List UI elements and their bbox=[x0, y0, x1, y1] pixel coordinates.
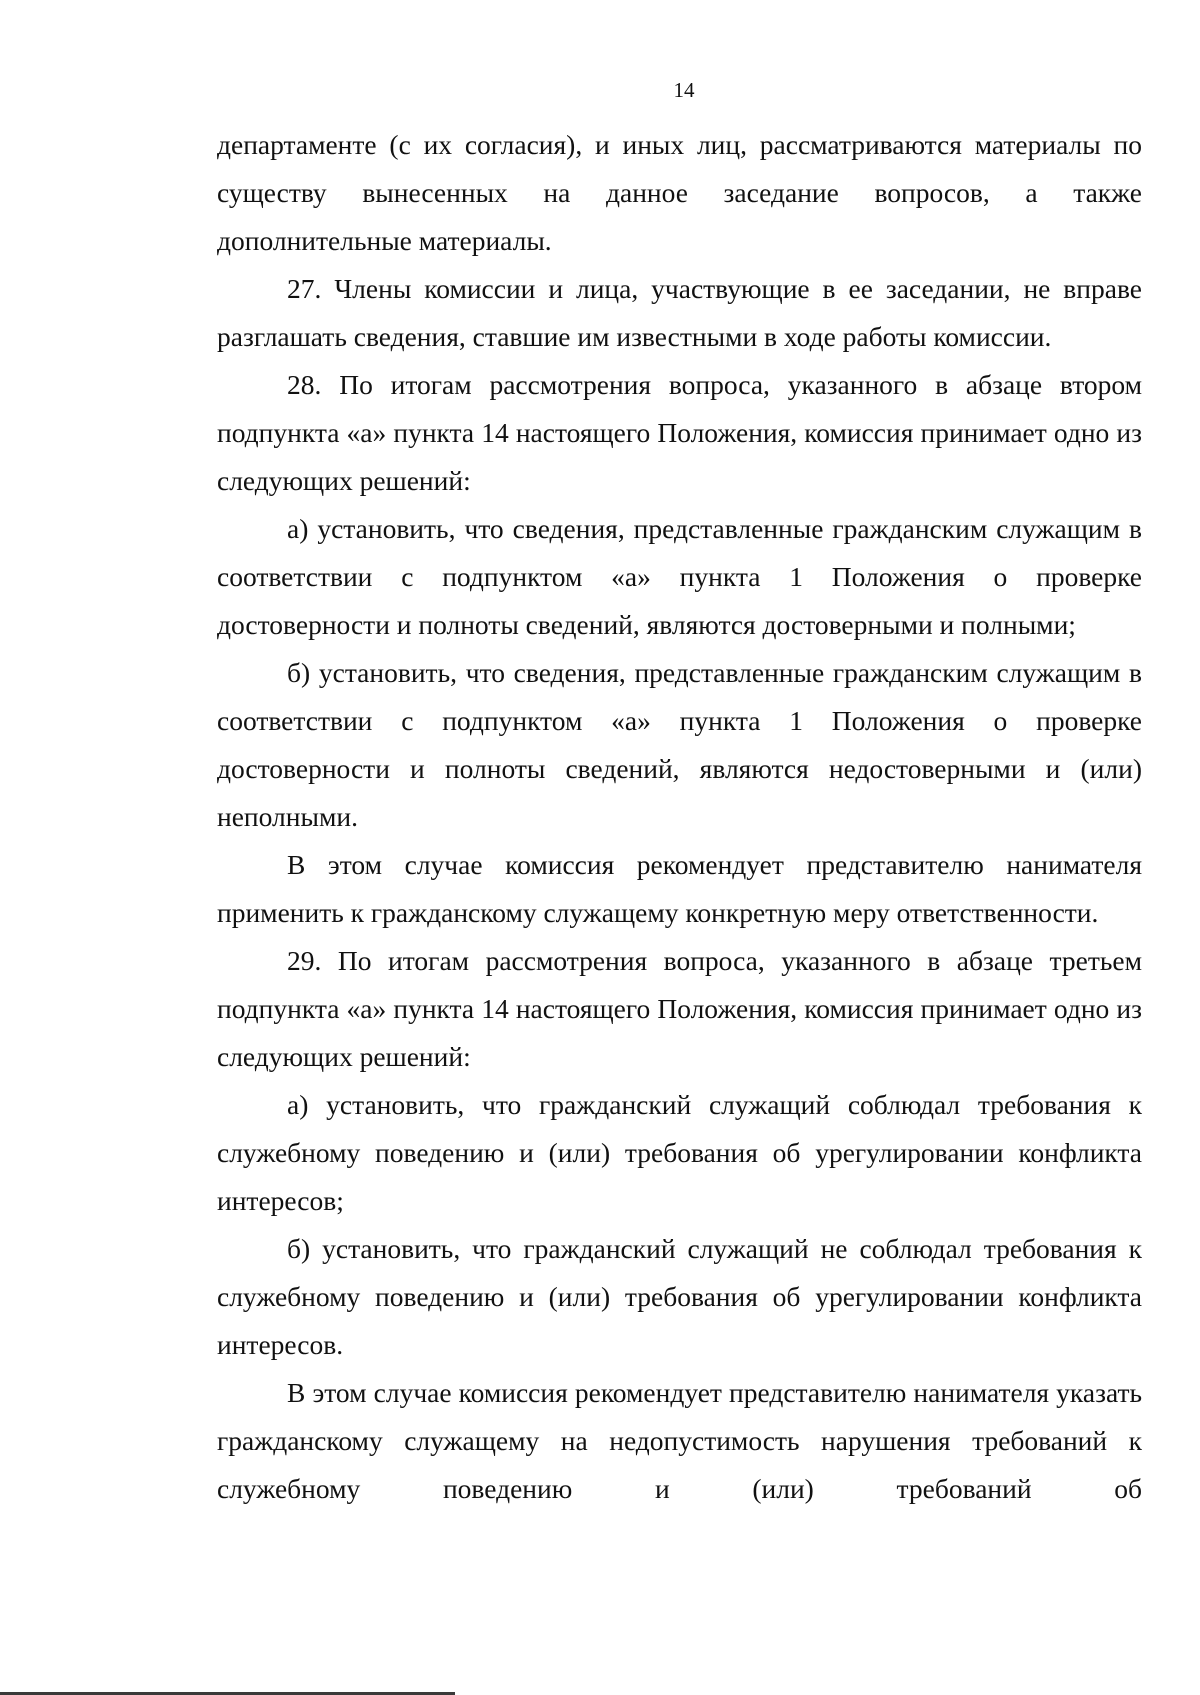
paragraph-continuation: департаменте (с их согласия), и иных лиц, рассматриваются материалы по существу вынесенных на данное заседание вопросов, а также дополнительные материалы. bbox=[217, 129, 1142, 256]
paragraph-item-29-a: а) установить, что гражданский служащий соблюдал требования к служебному поведению и (или) требования об урегулировании конфликта интересов; bbox=[217, 1089, 1142, 1216]
paragraph-item-27: 27. Члены комиссии и лица, участвующие в ее заседании, не вправе разглашать сведения, ставшие им известными в ходе работы комиссии. bbox=[217, 273, 1142, 352]
paragraph-item-28-note: В этом случае комиссия рекомендует представителю нанимателя применить к гражданскому служащему конкретную меру ответственности. bbox=[217, 849, 1142, 928]
page-number: 14 bbox=[673, 78, 695, 102]
paragraph-item-29-note: В этом случае комиссия рекомендует представителю нанимателя указать гражданскому служащему на недопустимость нарушения требований к служебному поведению и (или) требований об bbox=[217, 1377, 1142, 1504]
paragraph-item-28-b: б) установить, что сведения, представленные гражданским служащим в соответствии с подпунктом «а» пункта 1 Положения о проверке достоверности и полноты сведений, являются недостоверными и (или) неполными. bbox=[217, 657, 1142, 832]
paragraph-item-29: 29. По итогам рассмотрения вопроса, указанного в абзаце третьем подпункта «а» пункта 14 настоящего Положения, комиссия принимает одно из следующих решений: bbox=[217, 945, 1142, 1072]
document-body bbox=[217, 121, 1142, 1513]
paragraph-item-28: 28. По итогам рассмотрения вопроса, указанного в абзаце втором подпункта «а» пункта 14 настоящего Положения, комиссия принимает одно из следующих решений: bbox=[217, 369, 1142, 496]
paragraph-item-29-b: б) установить, что гражданский служащий не соблюдал требования к служебному поведению и (или) требования об урегулировании конфликта интересов. bbox=[217, 1233, 1142, 1360]
paragraph-item-28-a: а) установить, что сведения, представленные гражданским служащим в соответствии с подпунктом «а» пункта 1 Положения о проверке достоверности и полноты сведений, являются достоверными и полными; bbox=[217, 513, 1142, 640]
